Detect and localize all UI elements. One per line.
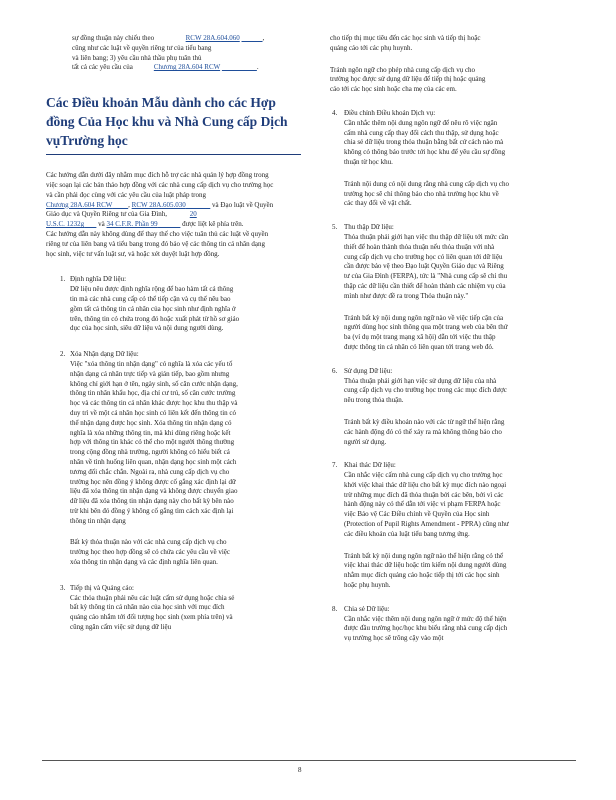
item-text: Thỏa thuận phải giới hạn việc sử dụng dữ liệu của nhà cung cấp dịch vụ cho trường học trong các mục đích được nêu trong thỏa thuận. [344, 376, 507, 405]
item-title: Chia sẻ Dữ liệu: [344, 604, 390, 613]
item-title: Thu thập Dữ liệu: [344, 223, 394, 232]
item-title: Định nghĩa Dữ liệu: [70, 275, 127, 284]
usc-1232g-link[interactable]: U.S.C. 1232g [46, 220, 85, 229]
list-item [330, 605, 580, 644]
intro-paragraph: Các hướng dẫn dưới đây nhằm mục đích hỗ trợ các nhà quản lý hợp đồng trong việc soạn lại các bản thảo hợp đồng với các nhà cung cấp dịch vụ cho trường học và cần phải đọc cùng với các yêu cầu của luật pháp trong Chương 28A.604 RCW , RCW 28A.605.030 và Đạo luật về Quyền Giáo dục và Quyền Riêng tư của Gia Đình, 20 U.S.C. 1232g và 34 C.F.R. Phần 99 được liệt kê phía trên. [46, 171, 274, 229]
avoid-paragraph: Tránh ngôn ngữ cho phép nhà cung cấp dịch vụ cho trường học được sử dụng dữ liệu để tiếp thị hoặc quảng cáo tới các học sinh hoặc cha mẹ của các em. [330, 65, 486, 94]
item-text: Cần nhắc việc thêm nội dung ngôn ngữ ở mức độ thể hiện được đầu trường học/học khu biểu rằng nhà cung cấp dịch vụ trường học sẽ trông cậy vào một [344, 614, 508, 643]
intro-line: cũng như các luật về quyền riêng tư của tiểu bang [72, 43, 212, 52]
paragraph-text: được liệt kê phía trên. [182, 220, 244, 229]
item-extra-text: Tránh bất kỳ nội dung ngôn ngữ nào thể hiện rằng có thể việc khai thác dữ liệu hoặc tìm kiếm nội dung người dùng nhằm mục đích quảng cáo hoặc tiếp thị tới các học sinh hoặc phụ huynh. [344, 551, 507, 590]
chapter-604-link[interactable]: Chương 28A.604 RCW [153, 63, 221, 72]
list-item [42, 350, 304, 568]
item-number: 6. [332, 366, 338, 375]
rcw-604-060-link[interactable]: RCW 28A.604.060 [185, 34, 240, 42]
item-number: 1. [60, 275, 66, 284]
chapter-604-link-2[interactable]: Chương 28A.604 RCW [46, 200, 113, 209]
item-text: Cần nhắc việc cấm nhà cung cấp dịch vụ cho trường học khởi việc khai thác dữ liệu cho bất kỳ mục đích nào ngoại trừ những mục đích đã thỏa thuận bởi các bên, bởi vì các hành động này có thể dẫn tới việc vi phạm FERPA hoặc việc Bảo vệ Các Điều chỉnh về Quyền của Học sinh (Protection of Pupil Rights Amendment - PPRA) cũng như các điều khoản của luật tiểu bang tương ứng. [344, 471, 509, 538]
item-number: 2. [60, 350, 66, 359]
intro-text: sự đồng thuận này chiếu theo [72, 34, 155, 42]
paragraph-text: Các hướng dẫn dưới đây nhằm mục đích hỗ trợ các nhà quản lý hợp đồng trong việc soạn lại các bản thảo hợp đồng với các nhà cung cấp dịch vụ cho trường học và cần phải đọc cùng với các yêu cầu của luật pháp trong [46, 171, 274, 199]
intro-line: và liên bang; 3) yêu cầu nhà thầu phụ tuân thủ [72, 53, 202, 62]
item-text: Việc "xóa thông tin nhận dạng" có nghĩa là xóa các yếu tố nhận dạng cá nhân trực tiếp và gián tiếp, bao gồm nhưng không chỉ giới hạn ở tên, ngày sinh, số căn cước nhận dạng, thông tin nhân khẩu học, địa chỉ cư trú, số căn cước trường học và các thông tin cá nhân khác được học khu thu thập và duy trì về một cá nhân học sinh có liên kết đến thông tin có thể nhận dạng được học sinh. Xóa thông tin nhận dạng có nghĩa là xóa những thông tin, mà khi dùng riêng hoặc kết hợp với thông tin khác có thể cho một người thông thường trong cộng đồng nhà trường, người không có hiểu biết cá nhân về tình huống liên quan, nhận dạng học sinh một cách tương đối chắc chắn. Ngoài ra, nhà cung cấp dịch vụ cho trường học nên đồng ý không được cố gắng xác định lại dữ liệu đã xóa thông tin nhận dạng và không được chuyển giao dữ liệu đã xóa thông tin nhận dạng này cho bất kỳ bên nào trừ khi bên đó đồng ý không cố gắng tìm cách xác định lại thông tin nhận dạng [70, 359, 238, 525]
left-column [42, 0, 304, 633]
paragraph-text: và [98, 220, 105, 229]
item-title: Khai thác Dữ liệu: [344, 461, 396, 470]
cfr-part-99-link[interactable]: 34 C.F.R. Phần 99 [106, 220, 158, 229]
item-extra-text: Tránh bất kỳ nội dung ngôn ngữ nào về việc tiếp cận của người dùng học sinh thông qua một trang web của bên thứ ba (ví dụ một trang mạng xã hội) dẫn tới việc thu thập được thông tin cá nhân có liên quan tới trang web đó. [344, 313, 508, 351]
item-extra-text: Tránh bất kỳ điều khoản nào với các từ ngữ thể hiện rằng các hành động đó có thể xảy ra mà không thông báo cho người sử dụng. [344, 417, 505, 446]
item-text: Cần nhắc thêm nội dung ngôn ngữ để nêu rõ việc ngăn cấm nhà cung cấp thay đổi cách thu thập, sử dụng hoặc chia sẻ dữ liệu trong thỏa thuận bằng bất cứ cách nào mà không có thông báo trước tới học khu để yêu cầu sự đồng thuận từ học khu. [344, 118, 506, 166]
item-number: 5. [332, 223, 338, 232]
rcw-605-030-link[interactable]: RCW 28A.605.030 [131, 200, 186, 209]
item-title: Xóa Nhận dạng Dữ liệu: [70, 350, 139, 359]
right-column [330, 0, 580, 644]
intro-text: tất cả các yêu cầu của [72, 63, 133, 72]
intro-line: tất cả các yêu cầu của Chương 28A.604 RCW . [72, 63, 259, 72]
item-number: 4. [332, 108, 338, 117]
paragraph-text: và Đạo luật về Quyền Giáo dục và Quyền Riêng tư của Gia Đình, [46, 200, 274, 219]
item-extra-text: Bất kỳ thỏa thuận nào với các nhà cung cấp dịch vụ cho trường học theo hợp đồng sẽ có chứa các yêu cầu về việc xóa thông tin nhận dạng và các định nghĩa liên quan. [70, 538, 230, 567]
list-item [42, 275, 304, 334]
item-number: 7. [332, 461, 338, 470]
section-heading: Các Điều khoản Mẫu dành cho các Hợp đồng Của Học khu và Nhà Cung cấp Dịch vụTrường học [46, 95, 288, 149]
item-text: Các thỏa thuận phải nêu các luật cấm sử dụng hoặc chia sẻ bất kỳ thông tin cá nhân nào của học sinh với mục đích quảng cáo nhắm tới đối tượng học sinh (xem phía trên) và cũng ngăn cấm việc sử dụng dữ liệu [70, 593, 235, 632]
intro-line: sự đồng thuận này chiếu theo RCW 28A.604.060 , [72, 34, 265, 42]
item-number: 8. [332, 604, 338, 613]
item-text: Dữ liệu nêu được định nghĩa rộng để bao hàm tất cả thông tin mà các nhà cung cấp có thể tiếp cận và cụ thể nêu bao gồm tất cả thông tin cá nhân của học sinh như định nghĩa ở trên, thông tin có chứa trong đó hoặc xuất phát từ hồ sơ giáo dục của học sinh, siêu dữ liệu và nội dung người dùng. [70, 285, 240, 333]
list-item [330, 367, 580, 448]
list-item [330, 461, 580, 591]
usc-20-link[interactable]: 20 [189, 210, 197, 219]
page-number: 8 [298, 766, 302, 774]
item-number: 3. [60, 583, 66, 592]
intro-paragraph-2: Các hướng dẫn này không dùng để thay thế cho việc tuân thủ các luật về quyền riêng tư của liên bang và tiểu bang trong đó bảo vệ các thông tin cá nhân dạng học sinh, việc tư vấn luật sư, và hoặc xét duyệt luật hợp đồng. [46, 229, 269, 258]
continued-paragraph: cho tiếp thị mục tiêu đến các học sinh và tiếp thị hoặc quảng cáo tới các phụ huynh. [330, 34, 481, 52]
item-extra-text: Tránh nội dung có nội dung rằng nhà cung cấp dịch vụ cho trường học sẽ chỉ thông báo cho nhà trường học khu về các thay đổi về vật chất. [344, 179, 509, 208]
list-item [330, 109, 580, 209]
intro-list-continuation [42, 34, 304, 73]
item-text: Thỏa thuận phải giới hạn việc thu thập dữ liệu tới mức cần thiết để hoàn thành thỏa thuận nếu thỏa thuận với nhà cung cấp dịch vụ cho trường học có liên quan tới dữ liệu cần được bảo vệ theo Đạo luật Quyền Giáo dục và Riêng tư của Gia Đình (FERPA), tức là "Nhà cung cấp sẽ chỉ thu thập các dữ liệu cần thiết để hoàn thành các nhiệm vụ của mình như được đề ra trong Thỏa thuận này." [344, 232, 509, 300]
item-title: Sử dụng Dữ liệu: [344, 366, 393, 375]
list-item [42, 584, 304, 633]
item-title: Tiếp thị và Quảng cáo: [70, 583, 134, 592]
heading-rule [46, 154, 301, 155]
item-title: Điều chỉnh Điều khoản Dịch vụ: [344, 108, 436, 117]
list-item [330, 223, 580, 353]
footer-rule [42, 760, 576, 761]
